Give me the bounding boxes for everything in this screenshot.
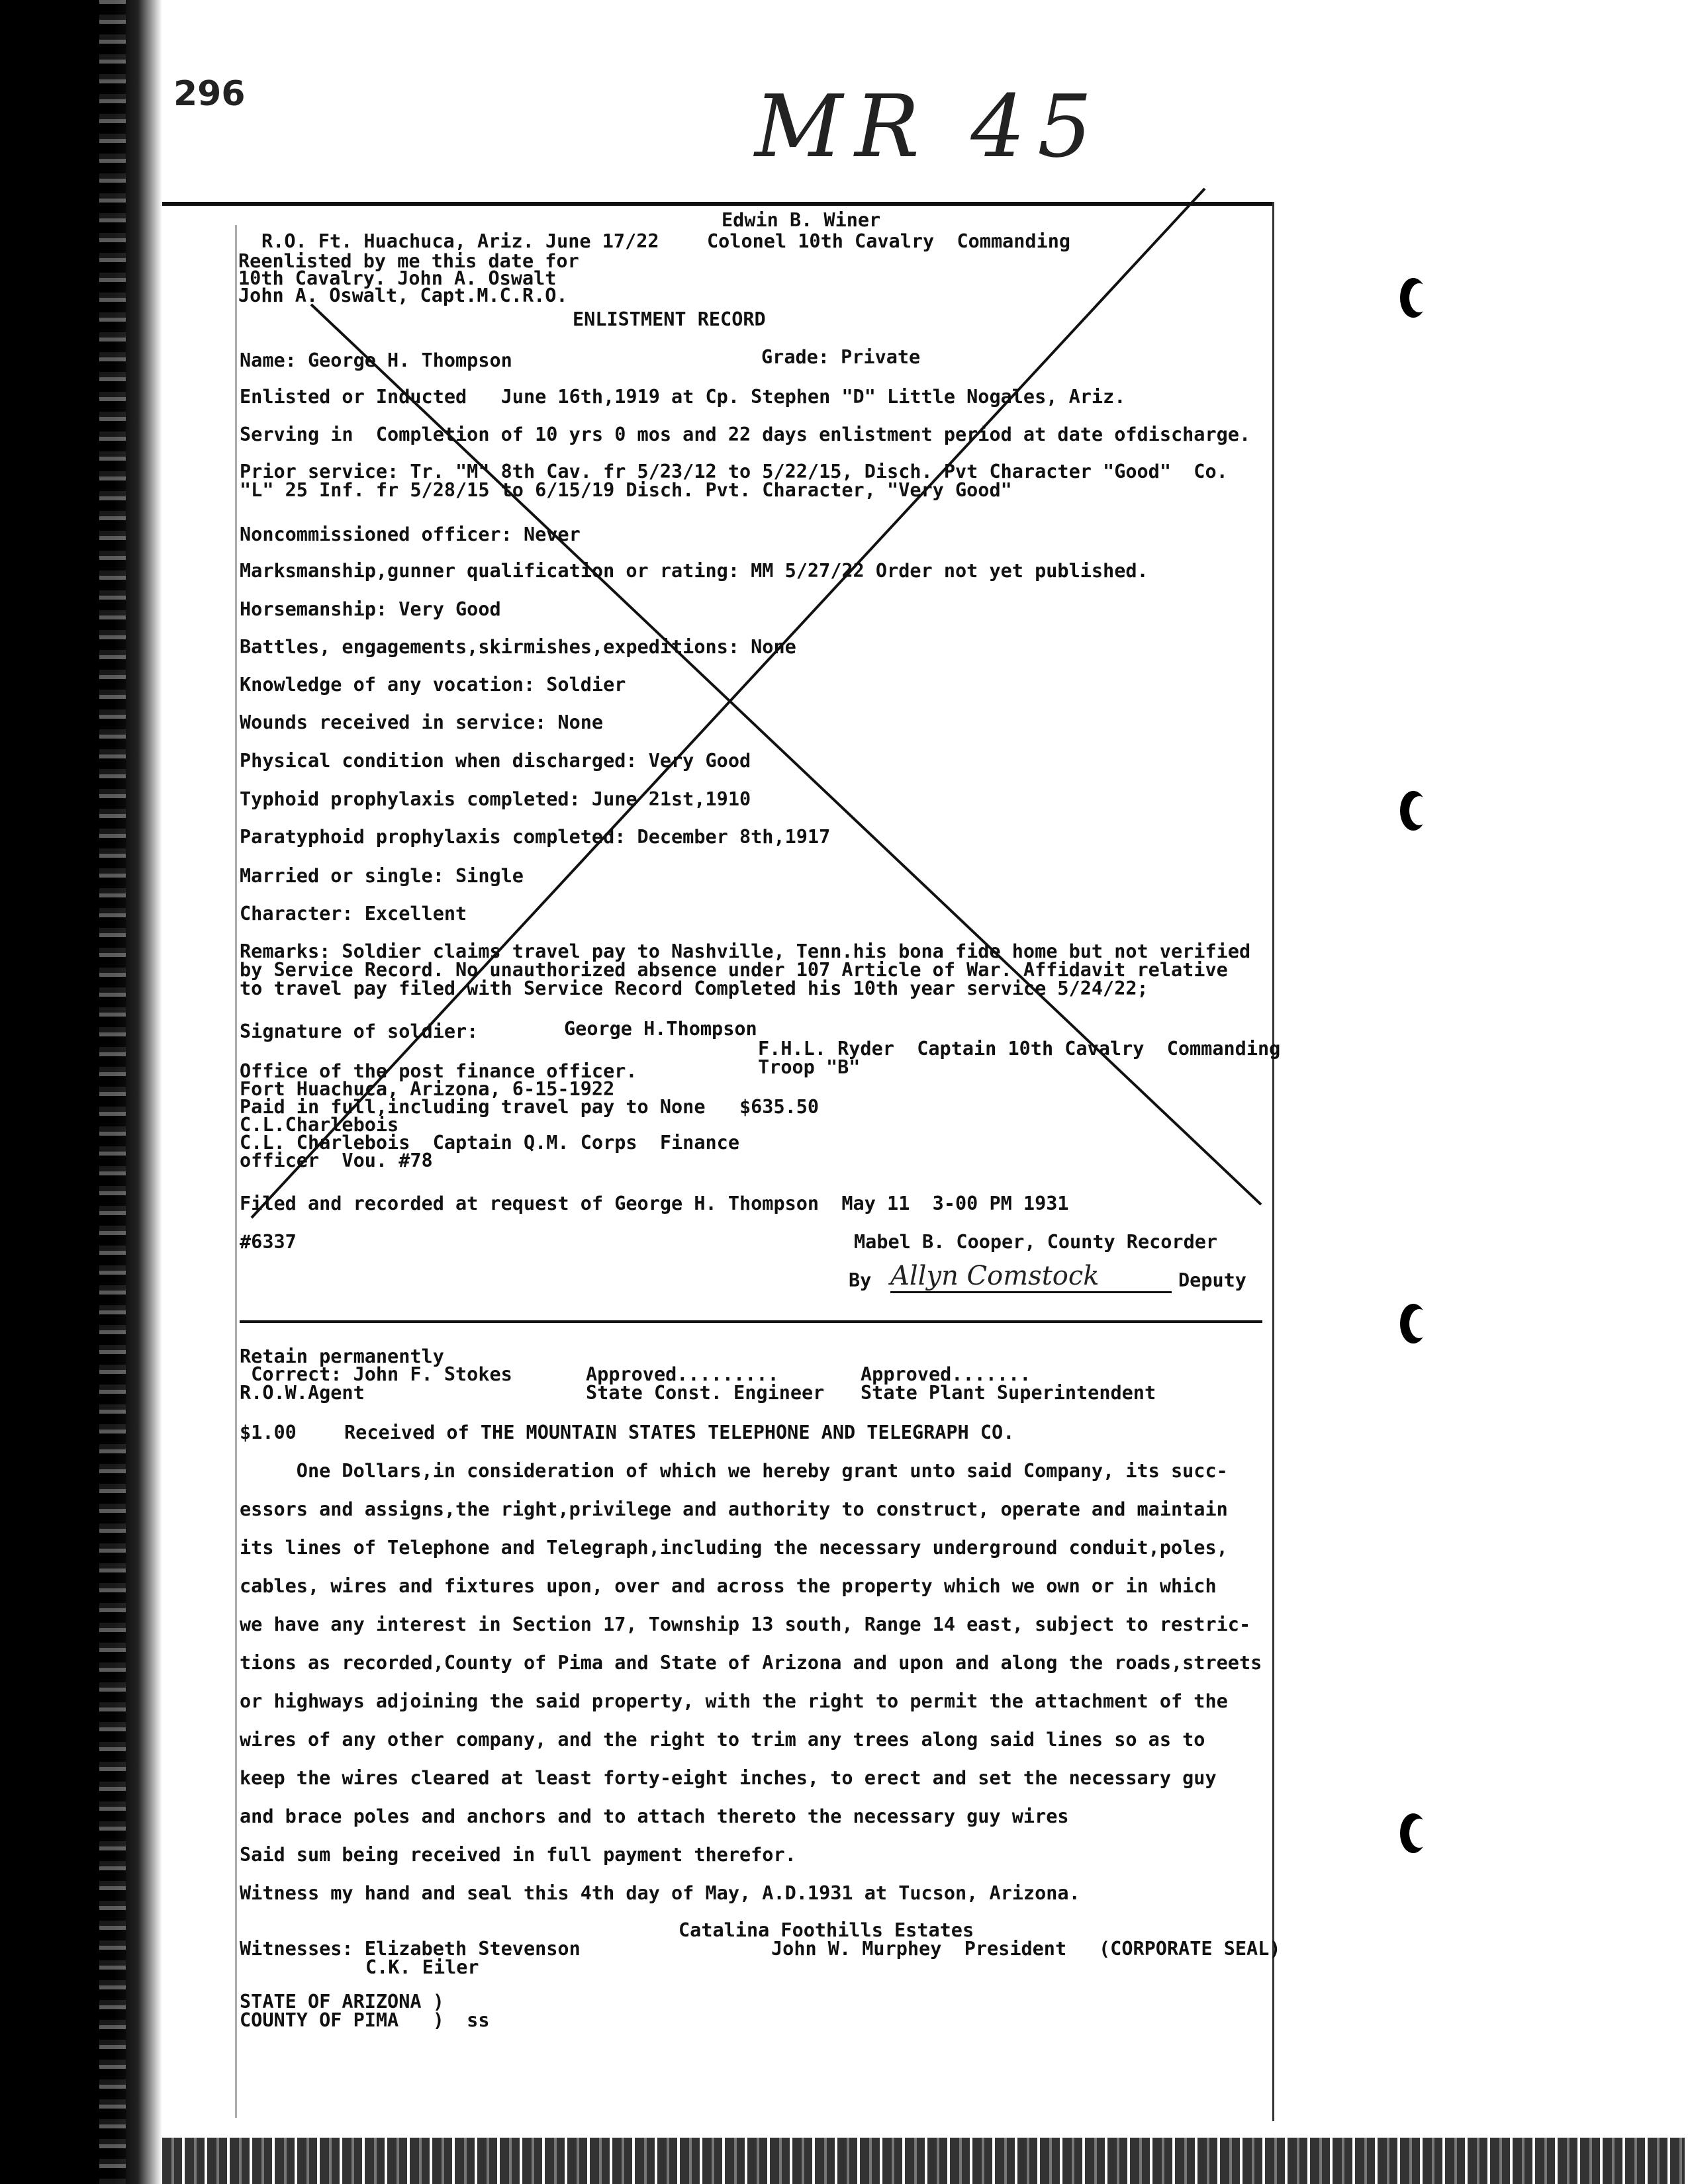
field-character: Character: Excellent bbox=[240, 903, 467, 925]
field-horsemanship: Horsemanship: Very Good bbox=[240, 598, 501, 620]
doc-number: #6337 bbox=[240, 1231, 297, 1253]
body-line: or highways adjoining the said property, with the right to permit the attachment of the bbox=[240, 1690, 1228, 1712]
field-typhoid: Typhoid prophylaxis completed: June 21st,1910 bbox=[240, 788, 751, 810]
field-remarks-2: by Service Record. No unauthorized absence under 107 Article of War. Affidavit relative bbox=[240, 959, 1228, 981]
field-serving: Serving in Completion of 10 yrs 0 mos and 22 days enlistment period at date ofdischarge. bbox=[240, 424, 1251, 445]
retain-note: Retain permanently bbox=[240, 1345, 444, 1367]
field-battles: Battles, engagements,skirmishes,expeditions: None bbox=[240, 636, 796, 658]
field-prior-2: "L" 25 Inf. fr 5/28/15 to 6/15/19 Disch. Pvt. Character, "Very Good" bbox=[240, 479, 1012, 501]
reenlist-line-2: 10th Cavalry. John A. Oswalt bbox=[238, 267, 557, 289]
row-agent: R.O.W.Agent bbox=[240, 1382, 365, 1404]
page-number: 296 bbox=[173, 74, 246, 114]
finance-line-4: C.L.Charlebois bbox=[240, 1114, 399, 1136]
body-line: essors and assigns,the right,privilege and authority to construct, operate and maintain bbox=[240, 1498, 1228, 1520]
finance-line-6: officer Vou. #78 bbox=[240, 1150, 433, 1171]
estates-name: Catalina Foothills Estates bbox=[679, 1919, 974, 1941]
approved-2: Approved....... bbox=[861, 1363, 1031, 1385]
field-physical: Physical condition when discharged: Very Good bbox=[240, 750, 751, 772]
amount: $1.00 bbox=[240, 1422, 297, 1443]
section-divider bbox=[240, 1320, 1262, 1323]
state-line: STATE OF ARIZONA ) bbox=[240, 1991, 444, 2013]
field-enlisted: Enlisted or Inducted June 16th,1919 at Cp. Stephen "D" Little Nogales, Ariz. bbox=[240, 386, 1126, 408]
body-line: Witness my hand and seal this 4th day of May, A.D.1931 at Tucson, Arizona. bbox=[240, 1882, 1080, 1904]
finance-line-3: Paid in full,including travel pay to None $635.50 bbox=[240, 1096, 820, 1118]
body-line: cables, wires and fixtures upon, over and across the property which we own or in which bbox=[240, 1575, 1217, 1597]
body-line: wires of any other company, and the right to trim any trees along said lines so as to bbox=[240, 1729, 1205, 1751]
approved-1: Approved......... bbox=[586, 1363, 779, 1385]
signature-label: Signature of soldier: bbox=[240, 1021, 479, 1042]
record-title: ENLISTMENT RECORD bbox=[573, 308, 766, 330]
body-line: tions as recorded,County of Pima and State of Arizona and upon and along the roads,streets bbox=[240, 1652, 1262, 1674]
file-mark: MR 45 bbox=[755, 76, 1104, 177]
recorder: Mabel B. Cooper, County Recorder bbox=[854, 1231, 1218, 1253]
witnesses-line: Witnesses: Elizabeth Stevenson bbox=[240, 1938, 581, 1960]
body-line: and brace poles and anchors and to attach thereto the necessary guy wires bbox=[240, 1805, 1069, 1827]
ro-line: R.O. Ft. Huachuca, Ariz. June 17/22 bbox=[261, 230, 659, 252]
commander-name: Edwin B. Winer bbox=[722, 209, 881, 231]
field-prior-1: Prior service: Tr. "M" 8th Cav. fr 5/23/12 to 5/22/15, Disch. Pvt Character "Good" Co. bbox=[240, 461, 1228, 482]
commanding-officer: F.H.L. Ryder Captain 10th Cavalry Commanding bbox=[758, 1038, 1281, 1060]
county-line: COUNTY OF PIMA ) ss bbox=[240, 2009, 490, 2031]
finance-line-1: Office of the post finance officer. bbox=[240, 1060, 637, 1082]
field-paratyphoid: Paratyphoid prophylaxis completed: December 8th,1917 bbox=[240, 826, 831, 848]
field-nco: Noncommissioned officer: Never bbox=[240, 523, 581, 545]
cross-stroke-2 bbox=[252, 189, 1205, 1218]
field-marksmanship: Marksmanship,gunner qualification or rating: MM 5/27/22 Order not yet published. bbox=[240, 560, 1149, 582]
cross-stroke-1 bbox=[311, 304, 1261, 1205]
commanding-troop: Troop "B" bbox=[758, 1056, 861, 1078]
signature-value: George H.Thompson bbox=[564, 1018, 757, 1040]
finance-line-2: Fort Huachuca, Arizona, 6-15-1922 bbox=[240, 1078, 615, 1100]
field-remarks-1: Remarks: Soldier claims travel pay to Nashville, Tenn.his bona fide home but not verified bbox=[240, 940, 1251, 962]
deputy-label: Deputy bbox=[1178, 1269, 1246, 1291]
plant-superintendent: State Plant Superintendent bbox=[861, 1382, 1156, 1404]
field-grade: Grade: Private bbox=[761, 346, 921, 368]
body-line: we have any interest in Section 17, Township 13 south, Range 14 east, subject to restric- bbox=[240, 1614, 1251, 1635]
reenlist-line-1: Reenlisted by me this date for bbox=[238, 250, 579, 272]
commander-title: Colonel 10th Cavalry Commanding bbox=[707, 230, 1071, 252]
field-name: Name: George H. Thompson bbox=[240, 349, 512, 371]
by-label: By bbox=[849, 1269, 872, 1291]
corporate-seal: (CORPORATE SEAL) bbox=[1099, 1938, 1281, 1960]
const-engineer: State Const. Engineer bbox=[586, 1382, 825, 1404]
deputy-signature: Allyn Comstock bbox=[890, 1261, 1172, 1293]
field-remarks-3: to travel pay filed with Service Record Completed his 10th year service 5/24/22; bbox=[240, 978, 1149, 999]
field-married: Married or single: Single bbox=[240, 865, 524, 887]
president-line: John W. Murphey President bbox=[771, 1938, 1067, 1960]
correct-line: Correct: John F. Stokes bbox=[240, 1363, 512, 1385]
body-line: keep the wires cleared at least forty-eight inches, to erect and set the necessary guy bbox=[240, 1767, 1217, 1789]
reenlist-line-3: John A. Oswalt, Capt.M.C.R.O. bbox=[238, 285, 568, 306]
body-line: One Dollars,in consideration of which we hereby grant unto said Company, its succ- bbox=[240, 1460, 1228, 1482]
filed-line: Filed and recorded at request of George H. Thompson May 11 3-00 PM 1931 bbox=[240, 1193, 1069, 1214]
body-line: Said sum being received in full payment therefor. bbox=[240, 1844, 796, 1866]
received-line: Received of THE MOUNTAIN STATES TELEPHONE AND TELEGRAPH CO. bbox=[344, 1422, 1015, 1443]
finance-line-5: C.L. Charlebois Captain Q.M. Corps Finance bbox=[240, 1132, 739, 1154]
field-vocation: Knowledge of any vocation: Soldier bbox=[240, 674, 626, 696]
field-wounds: Wounds received in service: None bbox=[240, 711, 604, 733]
witness-2: C.K. Eiler bbox=[365, 1956, 479, 1978]
body-line: its lines of Telephone and Telegraph,including the necessary underground conduit,poles, bbox=[240, 1537, 1228, 1559]
